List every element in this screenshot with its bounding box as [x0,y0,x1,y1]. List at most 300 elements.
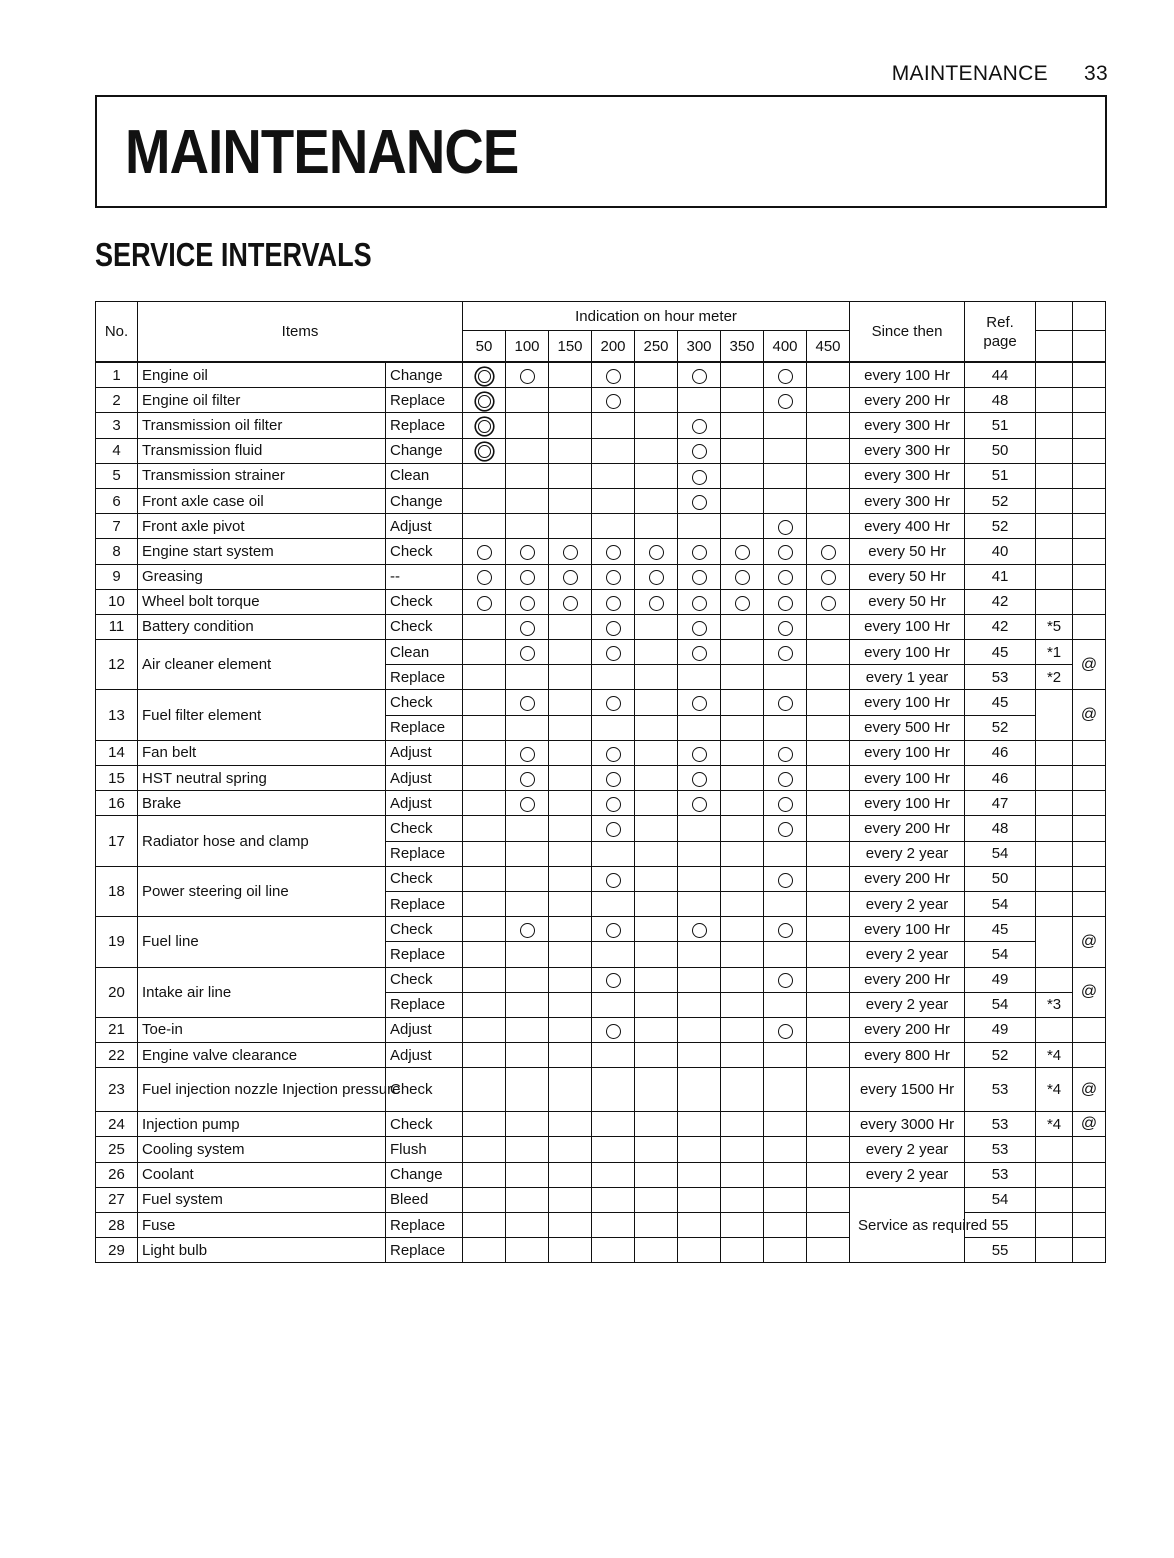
interval-cell-450 [807,1068,850,1112]
footnote-mark [1036,816,1073,841]
interval-cell-450 [807,1137,850,1162]
interval-circle-icon [692,419,707,434]
interval-cell-300 [678,740,721,765]
footnote-mark [1036,463,1073,488]
interval-cell-200 [592,917,635,942]
table-row [96,614,1106,639]
interval-cell-250 [635,388,678,413]
item-action: Replace [386,891,463,916]
interval-cell-400 [764,589,807,614]
interval-cell-50 [463,1112,506,1137]
interval-circle-icon [606,545,621,560]
dealer-service-mark [1073,1043,1106,1068]
item-action: Replace [386,992,463,1017]
interval-cell-150 [549,690,592,715]
footnote-mark: *3 [1036,992,1073,1017]
footnote-mark [1036,1238,1073,1263]
interval-cell-300 [678,413,721,438]
since-then: every 300 Hr [850,463,965,488]
interval-circle-icon [692,596,707,611]
item-name: Power steering oil line [138,866,386,916]
interval-cell-100 [506,740,549,765]
table-row [96,690,1106,715]
interval-circle-icon [563,545,578,560]
interval-cell-400 [764,388,807,413]
footnote-mark [1036,967,1073,992]
interval-cell-200 [592,539,635,564]
since-then: every 500 Hr [850,715,965,740]
dealer-service-mark [1073,1187,1106,1212]
since-then: every 2 year [850,891,965,916]
row-number: 15 [96,766,138,791]
interval-circle-icon [520,747,535,762]
interval-cell-200 [592,690,635,715]
footnote-mark [1036,891,1073,916]
table-row [96,791,1106,816]
page-title: MAINTENANCE [125,118,519,187]
interval-circle-icon [649,545,664,560]
interval-cell-100 [506,917,549,942]
interval-circle-icon [649,570,664,585]
interval-cell-450 [807,1238,850,1263]
interval-cell-300 [678,640,721,665]
item-name: Transmission oil filter [138,413,386,438]
interval-cell-150 [549,816,592,841]
item-action: Change [386,488,463,513]
interval-circle-icon [520,596,535,611]
table-row [96,640,1106,665]
interval-cell-150 [549,791,592,816]
interval-cell-300 [678,514,721,539]
interval-cell-250 [635,640,678,665]
footnote-mark: *4 [1036,1112,1073,1137]
interval-cell-400 [764,917,807,942]
interval-circle-icon [477,570,492,585]
interval-cell-300 [678,564,721,589]
interval-cell-300 [678,1238,721,1263]
interval-cell-350 [721,539,764,564]
since-then: Service as required [850,1187,965,1263]
interval-cell-450 [807,1112,850,1137]
interval-cell-200 [592,715,635,740]
row-number: 2 [96,388,138,413]
interval-cell-150 [549,488,592,513]
row-number: 5 [96,463,138,488]
interval-cell-150 [549,1213,592,1238]
dealer-service-mark [1073,589,1106,614]
interval-cell-200 [592,388,635,413]
item-action: Clean [386,463,463,488]
item-action: -- [386,564,463,589]
interval-cell-150 [549,1137,592,1162]
interval-cell-50 [463,766,506,791]
interval-cell-200 [592,740,635,765]
interval-cell-50 [463,362,506,388]
interval-circle-icon [520,772,535,787]
header-ref: Ref. page [965,302,1036,363]
table-row [96,388,1106,413]
item-action: Check [386,866,463,891]
dealer-service-mark [1073,488,1106,513]
since-then: every 400 Hr [850,514,965,539]
interval-circle-icon [778,369,793,384]
interval-cell-450 [807,1213,850,1238]
interval-cell-450 [807,942,850,967]
interval-cell-300 [678,1137,721,1162]
interval-cell-450 [807,614,850,639]
dealer-service-mark: @ [1073,640,1106,690]
table-row [96,766,1106,791]
interval-cell-350 [721,362,764,388]
interval-cell-350 [721,388,764,413]
ref-page: 49 [965,967,1036,992]
interval-cell-400 [764,1017,807,1042]
interval-cell-400 [764,766,807,791]
since-then: every 100 Hr [850,917,965,942]
item-name: Engine oil [138,362,386,388]
dealer-service-mark [1073,514,1106,539]
dealer-service-mark [1073,816,1106,841]
interval-cell-450 [807,388,850,413]
item-action: Replace [386,1238,463,1263]
dealer-service-mark [1073,1137,1106,1162]
interval-cell-100 [506,589,549,614]
interval-cell-200 [592,1238,635,1263]
interval-cell-150 [549,740,592,765]
interval-cell-150 [549,1043,592,1068]
table-row [96,740,1106,765]
footnote-mark: *1 [1036,640,1073,665]
row-number: 20 [96,967,138,1017]
interval-circle-icon [520,369,535,384]
item-action: Check [386,917,463,942]
ref-page: 53 [965,1112,1036,1137]
interval-cell-200 [592,1068,635,1112]
interval-circle-icon [692,797,707,812]
row-number: 13 [96,690,138,740]
table-header [96,302,1106,363]
interval-cell-100 [506,438,549,463]
interval-cell-300 [678,816,721,841]
footnote-mark [1036,362,1073,388]
interval-cell-100 [506,1017,549,1042]
table-row [96,564,1106,589]
table-row [96,514,1106,539]
dealer-service-mark: @ [1073,967,1106,1017]
footnote-mark [1036,917,1073,967]
interval-cell-100 [506,539,549,564]
item-action: Flush [386,1137,463,1162]
ref-page: 50 [965,438,1036,463]
since-then: every 2 year [850,942,965,967]
dealer-service-mark: @ [1073,917,1106,967]
interval-cell-100 [506,791,549,816]
running-head [892,62,1108,86]
interval-cell-50 [463,463,506,488]
dealer-service-mark [1073,1162,1106,1187]
interval-circle-icon [563,570,578,585]
footnote-mark [1036,841,1073,866]
dealer-service-mark [1073,388,1106,413]
footnote-mark: *4 [1036,1043,1073,1068]
interval-cell-50 [463,866,506,891]
dealer-service-mark: @ [1073,1112,1106,1137]
header-hour-100: 100 [506,331,549,363]
interval-cell-400 [764,967,807,992]
since-then: every 300 Hr [850,413,965,438]
interval-cell-300 [678,715,721,740]
header-indication: Indication on hour meter [463,302,850,331]
interval-cell-350 [721,942,764,967]
since-then: every 100 Hr [850,614,965,639]
item-action: Clean [386,640,463,665]
interval-cell-250 [635,1162,678,1187]
interval-cell-100 [506,665,549,690]
interval-cell-350 [721,438,764,463]
interval-circle-icon [778,797,793,812]
interval-circle-icon [606,696,621,711]
item-name: Engine start system [138,539,386,564]
interval-cell-300 [678,438,721,463]
interval-cell-50 [463,514,506,539]
interval-cell-150 [549,564,592,589]
table-row [96,1017,1106,1042]
interval-cell-450 [807,891,850,916]
interval-cell-100 [506,1238,549,1263]
header-hour-400: 400 [764,331,807,363]
interval-cell-50 [463,791,506,816]
item-action: Check [386,614,463,639]
interval-circle-icon [606,646,621,661]
interval-cell-350 [721,715,764,740]
interval-cell-50 [463,992,506,1017]
header-hour-150: 150 [549,331,592,363]
interval-cell-150 [549,665,592,690]
interval-cell-250 [635,1112,678,1137]
interval-cell-300 [678,992,721,1017]
item-action: Replace [386,665,463,690]
interval-cell-250 [635,362,678,388]
item-name: Coolant [138,1162,386,1187]
interval-cell-50 [463,1187,506,1212]
interval-circle-icon [692,369,707,384]
since-then: every 2 year [850,1162,965,1187]
interval-circle-icon [692,444,707,459]
interval-circle-icon [606,797,621,812]
since-then: every 800 Hr [850,1043,965,1068]
footnote-mark [1036,388,1073,413]
item-action: Replace [386,841,463,866]
item-name: Fuel system [138,1187,386,1212]
section-title: SERVICE INTERVALS [95,236,372,273]
item-action: Replace [386,942,463,967]
header-hour-250: 250 [635,331,678,363]
interval-cell-400 [764,1068,807,1112]
item-action: Change [386,1162,463,1187]
interval-cell-350 [721,917,764,942]
item-name: Greasing [138,564,386,589]
interval-cell-250 [635,1068,678,1112]
interval-cell-300 [678,891,721,916]
interval-cell-350 [721,740,764,765]
interval-circle-icon [606,1024,621,1039]
interval-circle-icon [649,596,664,611]
row-number: 28 [96,1213,138,1238]
header-blank [1036,331,1073,363]
row-number: 19 [96,917,138,967]
interval-cell-250 [635,917,678,942]
interval-circle-icon [778,621,793,636]
ref-page: 51 [965,463,1036,488]
interval-cell-250 [635,539,678,564]
item-action: Adjust [386,791,463,816]
table-body [96,362,1106,1263]
item-name: Front axle case oil [138,488,386,513]
interval-cell-250 [635,614,678,639]
ref-page: 55 [965,1238,1036,1263]
interval-cell-150 [549,992,592,1017]
page-number: 33 [1084,62,1108,85]
interval-cell-250 [635,488,678,513]
header-blank [1073,302,1106,331]
interval-cell-150 [549,614,592,639]
footnote-mark [1036,413,1073,438]
item-name: Radiator hose and clamp [138,816,386,866]
interval-cell-350 [721,1112,764,1137]
item-action: Adjust [386,1017,463,1042]
dealer-service-mark [1073,438,1106,463]
interval-cell-200 [592,1017,635,1042]
interval-circle-icon [821,545,836,560]
row-number: 29 [96,1238,138,1263]
interval-cell-50 [463,690,506,715]
interval-cell-350 [721,1068,764,1112]
interval-cell-450 [807,1187,850,1212]
interval-cell-300 [678,362,721,388]
interval-circle-icon [606,369,621,384]
interval-cell-150 [549,967,592,992]
interval-cell-450 [807,917,850,942]
ref-page: 52 [965,488,1036,513]
item-name: Fuel filter element [138,690,386,740]
interval-cell-50 [463,891,506,916]
item-action: Replace [386,715,463,740]
interval-circle-icon [606,570,621,585]
dealer-service-mark: @ [1073,690,1106,740]
interval-cell-200 [592,413,635,438]
since-then: every 2 year [850,992,965,1017]
interval-cell-350 [721,1043,764,1068]
interval-cell-50 [463,488,506,513]
interval-cell-150 [549,438,592,463]
interval-cell-350 [721,841,764,866]
row-number: 18 [96,866,138,916]
dealer-service-mark [1073,791,1106,816]
item-name: Toe-in [138,1017,386,1042]
table-row [96,1137,1106,1162]
ref-page: 46 [965,766,1036,791]
interval-cell-250 [635,690,678,715]
row-number: 21 [96,1017,138,1042]
ref-page: 42 [965,589,1036,614]
interval-cell-350 [721,589,764,614]
interval-cell-400 [764,690,807,715]
ref-page: 53 [965,1068,1036,1112]
dealer-service-mark [1073,1213,1106,1238]
interval-circle-icon [606,596,621,611]
interval-circle-icon [778,545,793,560]
table-row [96,1068,1106,1112]
header-since: Since then [850,302,965,363]
interval-cell-50 [463,1238,506,1263]
header-items: Items [138,302,463,363]
interval-cell-50 [463,967,506,992]
dealer-service-mark [1073,740,1106,765]
row-number: 26 [96,1162,138,1187]
since-then: every 200 Hr [850,388,965,413]
interval-cell-450 [807,1017,850,1042]
item-action: Replace [386,388,463,413]
interval-circle-icon [606,394,621,409]
ref-page: 51 [965,413,1036,438]
running-head-section: MAINTENANCE [891,62,1048,85]
interval-cell-200 [592,564,635,589]
title-box [95,95,1107,208]
since-then: every 100 Hr [850,791,965,816]
interval-cell-100 [506,1162,549,1187]
since-then: every 100 Hr [850,640,965,665]
item-name: Fan belt [138,740,386,765]
dealer-service-mark [1073,362,1106,388]
interval-cell-50 [463,917,506,942]
interval-cell-450 [807,841,850,866]
footnote-mark: *5 [1036,614,1073,639]
interval-cell-50 [463,614,506,639]
interval-circle-icon [692,923,707,938]
interval-cell-150 [549,841,592,866]
interval-cell-200 [592,1043,635,1068]
interval-cell-350 [721,1187,764,1212]
interval-cell-150 [549,362,592,388]
interval-circle-icon [735,545,750,560]
interval-cell-400 [764,665,807,690]
footnote-mark [1036,1162,1073,1187]
interval-circle-icon [520,797,535,812]
footnote-mark [1036,1137,1073,1162]
interval-cell-350 [721,690,764,715]
interval-cell-50 [463,942,506,967]
service-intervals-table [95,301,1106,1263]
since-then: every 50 Hr [850,539,965,564]
since-then: every 50 Hr [850,564,965,589]
since-then: every 2 year [850,1137,965,1162]
interval-circle-icon [520,923,535,938]
ref-page: 41 [965,564,1036,589]
ref-page: 54 [965,992,1036,1017]
interval-cell-300 [678,539,721,564]
ref-page: 45 [965,690,1036,715]
item-action: Adjust [386,740,463,765]
interval-cell-200 [592,1187,635,1212]
interval-cell-300 [678,967,721,992]
interval-cell-350 [721,1238,764,1263]
table-row [96,866,1106,891]
row-number: 17 [96,816,138,866]
interval-cell-200 [592,891,635,916]
ref-page: 54 [965,891,1036,916]
item-action: Check [386,816,463,841]
interval-cell-400 [764,791,807,816]
